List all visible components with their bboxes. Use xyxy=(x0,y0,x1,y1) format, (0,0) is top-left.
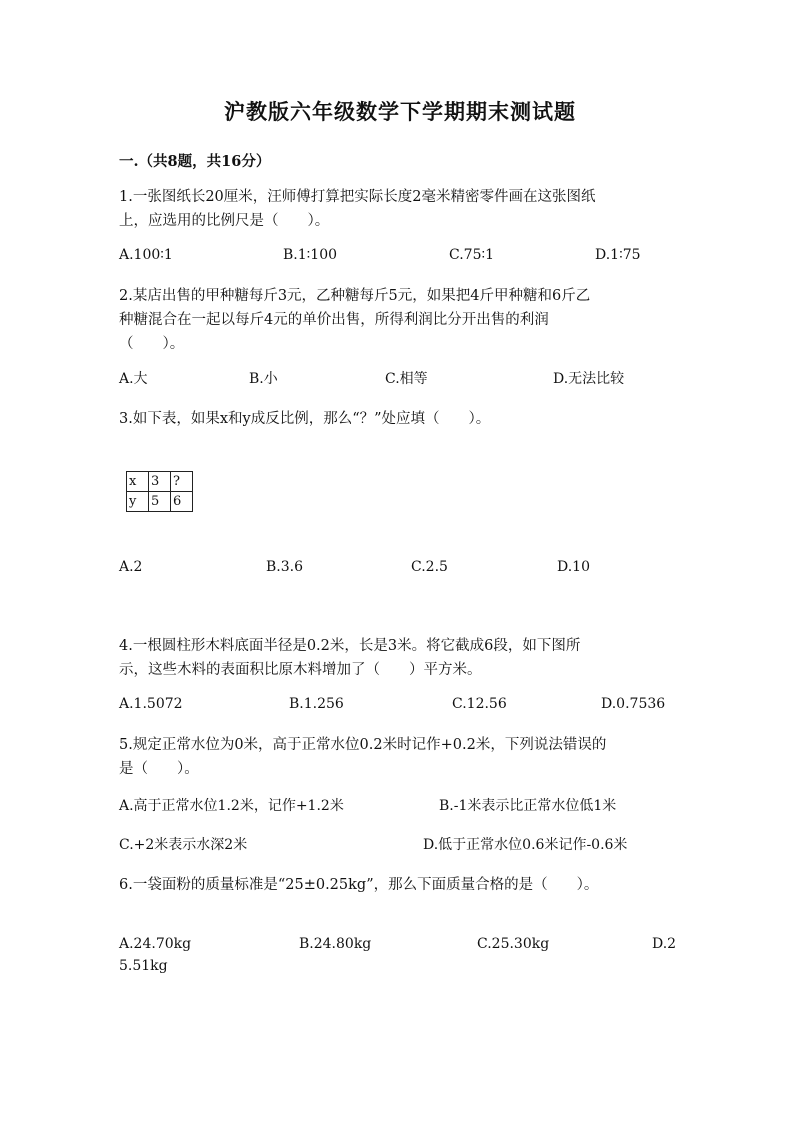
question-4 xyxy=(119,634,679,682)
question-2-options xyxy=(119,368,684,392)
option-c: C.2.5 xyxy=(411,559,448,575)
option-a: A.2 xyxy=(119,559,143,575)
option-d-continued: 5.51kg xyxy=(119,958,168,974)
option-a: A.高于正常水位1.2米，记作+1.2米 xyxy=(119,798,344,814)
question-6-options xyxy=(119,936,684,960)
option-b: B.24.80kg xyxy=(299,936,372,952)
option-b: B.3.6 xyxy=(266,559,304,575)
question-4-options xyxy=(119,696,684,720)
table-cell: y xyxy=(127,492,149,512)
option-d: D.无法比较 xyxy=(553,371,625,387)
question-text-line: 上，应选用的比例尺是（ ）。 xyxy=(119,213,330,229)
table-row xyxy=(127,492,193,512)
question-text-line: （ ）。 xyxy=(119,336,185,352)
question-5-options-row2 xyxy=(119,834,684,858)
option-a: A.100∶1 xyxy=(119,247,173,263)
option-c: C.相等 xyxy=(385,371,428,387)
option-c: C.+2米表示水深2米 xyxy=(119,837,248,853)
page-title: 沪教版六年级数学下学期期末测试题 xyxy=(224,99,576,124)
table-cell: x xyxy=(127,472,149,492)
xy-table xyxy=(126,471,193,512)
table-cell: ? xyxy=(171,472,193,492)
question-5-options-row1 xyxy=(119,795,684,819)
option-b: B.-1米表示比正常水位低1米 xyxy=(439,798,617,814)
option-a: A.大 xyxy=(119,371,148,387)
question-6-options-wrap xyxy=(119,958,684,982)
table-cell: 6 xyxy=(171,492,193,512)
question-text-line: 6.一袋面粉的质量标准是“25±0.25kg”，那么下面质量合格的是（ ）。 xyxy=(119,877,599,893)
option-c: C.25.30kg xyxy=(477,936,550,952)
option-b: B.1.256 xyxy=(289,696,344,712)
question-text-line: 是（ ）。 xyxy=(119,761,199,777)
table-cell: 5 xyxy=(149,492,171,512)
question-text-line: 示，这些木料的表面积比原木料增加了（ ）平方米。 xyxy=(119,662,482,678)
option-a: A.1.5072 xyxy=(119,696,183,712)
question-text-line: 种糖混合在一起以每斤4元的单价出售，所得利润比分开出售的利润 xyxy=(119,312,549,328)
option-d: D.1∶75 xyxy=(595,247,641,263)
option-d: D.低于正常水位0.6米记作-0.6米 xyxy=(423,837,628,853)
table-row xyxy=(127,472,193,492)
question-text-line: 4.一根圆柱形木料底面半径是0.2米，长是3米。将它截成6段，如下图所 xyxy=(119,638,581,654)
question-text-line: 5.规定正常水位为0米，高于正常水位0.2米时记作+0.2米，下列说法错误的 xyxy=(119,737,607,753)
option-a: A.24.70kg xyxy=(119,936,192,952)
question-1-options xyxy=(119,247,684,271)
option-b: B.小 xyxy=(249,371,278,387)
option-d: D.10 xyxy=(557,559,590,575)
option-c: C.12.56 xyxy=(452,696,507,712)
section-heading: 一.（共8题，共16分） xyxy=(119,153,271,170)
question-text-line: 2.某店出售的甲种糖每斤3元，乙种糖每斤5元，如果把4斤甲种糖和6斤乙 xyxy=(119,288,591,304)
question-1 xyxy=(119,185,679,233)
option-c: C.75∶1 xyxy=(449,247,495,263)
question-5 xyxy=(119,733,679,781)
table-cell: 3 xyxy=(149,472,171,492)
question-6 xyxy=(119,873,679,897)
option-d: D.0.7536 xyxy=(601,696,666,712)
option-b: B.1∶100 xyxy=(283,247,338,263)
question-3 xyxy=(119,407,679,431)
question-text-line: 1.一张图纸长20厘米，汪师傅打算把实际长度2毫米精密零件画在这张图纸 xyxy=(119,189,596,205)
question-text-line: 3.如下表，如果x和y成反比例，那么“？”处应填（ ）。 xyxy=(119,411,491,427)
option-d: D.2 xyxy=(652,936,677,952)
question-2 xyxy=(119,284,679,356)
question-3-options xyxy=(119,559,684,583)
